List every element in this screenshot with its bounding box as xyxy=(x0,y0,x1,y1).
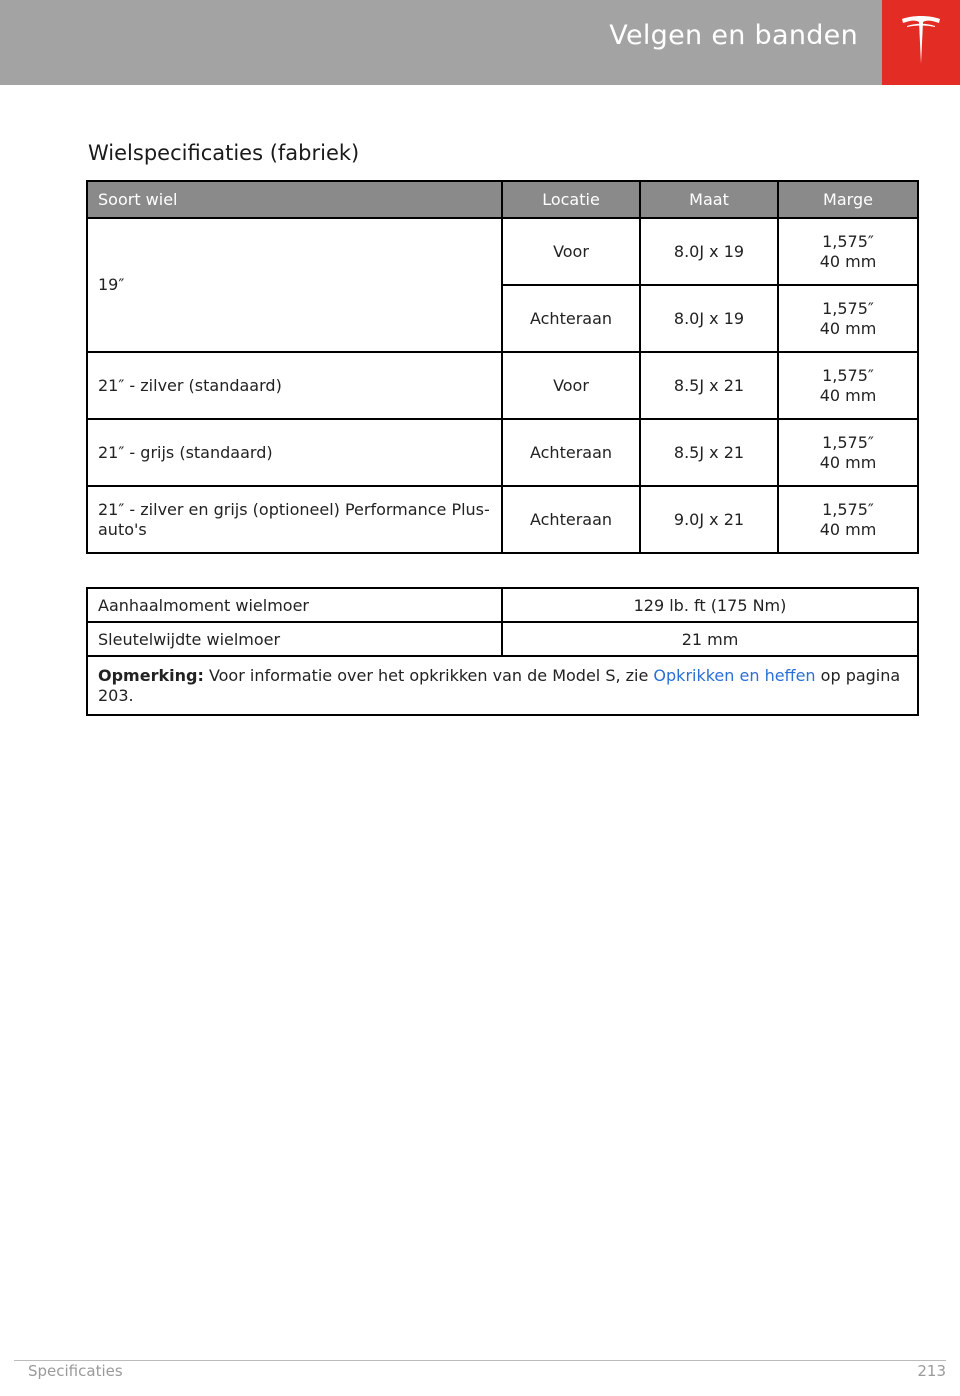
jacking-link[interactable]: Opkrikken en heffen xyxy=(653,665,816,685)
margin-cell xyxy=(778,419,918,486)
header-bar xyxy=(0,0,882,85)
margin-mm: 40 mm xyxy=(819,251,877,271)
margin-cell xyxy=(778,486,918,553)
margin-cell xyxy=(778,285,918,352)
size-cell: 8.5J x 21 xyxy=(640,419,778,486)
table-row xyxy=(87,656,918,715)
wheel-spec-table xyxy=(86,180,919,554)
footer-section-name: Specificaties xyxy=(28,1362,123,1380)
size-cell: 8.0J x 19 xyxy=(640,218,778,285)
margin-mm: 40 mm xyxy=(819,385,877,405)
margin-inch: 1,575″ xyxy=(822,365,874,385)
margin-cell xyxy=(778,352,918,419)
location-cell: Achteraan xyxy=(502,486,640,553)
socket-size-label: Sleutelwijdte wielmoer xyxy=(87,622,502,656)
brand-logo xyxy=(882,0,960,85)
table-row xyxy=(87,588,918,622)
location-cell: Voor xyxy=(502,352,640,419)
size-cell: 8.0J x 19 xyxy=(640,285,778,352)
margin-mm: 40 mm xyxy=(819,452,877,472)
footer-page-number: 213 xyxy=(917,1362,946,1380)
wheel-type-cell: 19″ xyxy=(87,218,502,352)
margin-inch: 1,575″ xyxy=(822,499,874,519)
column-header-type: Soort wiel xyxy=(87,181,502,218)
table-row xyxy=(87,622,918,656)
location-cell: Voor xyxy=(502,218,640,285)
location-cell: Achteraan xyxy=(502,419,640,486)
column-header-size: Maat xyxy=(640,181,778,218)
margin-mm: 40 mm xyxy=(819,318,877,338)
wheel-type-cell: 21″ - grijs (standaard) xyxy=(87,419,502,486)
table-row xyxy=(87,352,918,419)
page-header-title: Velgen en banden xyxy=(609,20,858,51)
note-cell xyxy=(87,656,918,715)
torque-label: Aanhaalmoment wielmoer xyxy=(87,588,502,622)
tesla-logo-icon xyxy=(899,14,943,68)
note-page-ref: op pagina 203. xyxy=(98,665,901,705)
table-row xyxy=(87,218,918,285)
size-cell: 9.0J x 21 xyxy=(640,486,778,553)
socket-size-value: 21 mm xyxy=(502,622,918,656)
margin-inch: 1,575″ xyxy=(822,432,874,452)
wheel-type-cell: 21″ - zilver en grijs (optioneel) Performance Plus-auto's xyxy=(87,486,502,553)
table-row xyxy=(87,419,918,486)
wheel-type-cell: 21″ - zilver (standaard) xyxy=(87,352,502,419)
section-title: Wielspecificaties (fabriek) xyxy=(88,141,360,165)
torque-value: 129 lb. ft (175 Nm) xyxy=(502,588,918,622)
note-label: Opmerking: xyxy=(98,665,204,685)
margin-mm: 40 mm xyxy=(819,519,877,539)
column-header-location: Locatie xyxy=(502,181,640,218)
note-text: Voor informatie over het opkrikken van de Model S, zie xyxy=(208,665,649,685)
margin-cell xyxy=(778,218,918,285)
table-header-row xyxy=(87,181,918,218)
size-cell: 8.5J x 21 xyxy=(640,352,778,419)
lug-nut-table xyxy=(86,587,919,716)
table-row xyxy=(87,486,918,553)
margin-inch: 1,575″ xyxy=(822,298,874,318)
footer-divider xyxy=(14,1360,946,1361)
column-header-margin: Marge xyxy=(778,181,918,218)
location-cell: Achteraan xyxy=(502,285,640,352)
margin-inch: 1,575″ xyxy=(822,231,874,251)
